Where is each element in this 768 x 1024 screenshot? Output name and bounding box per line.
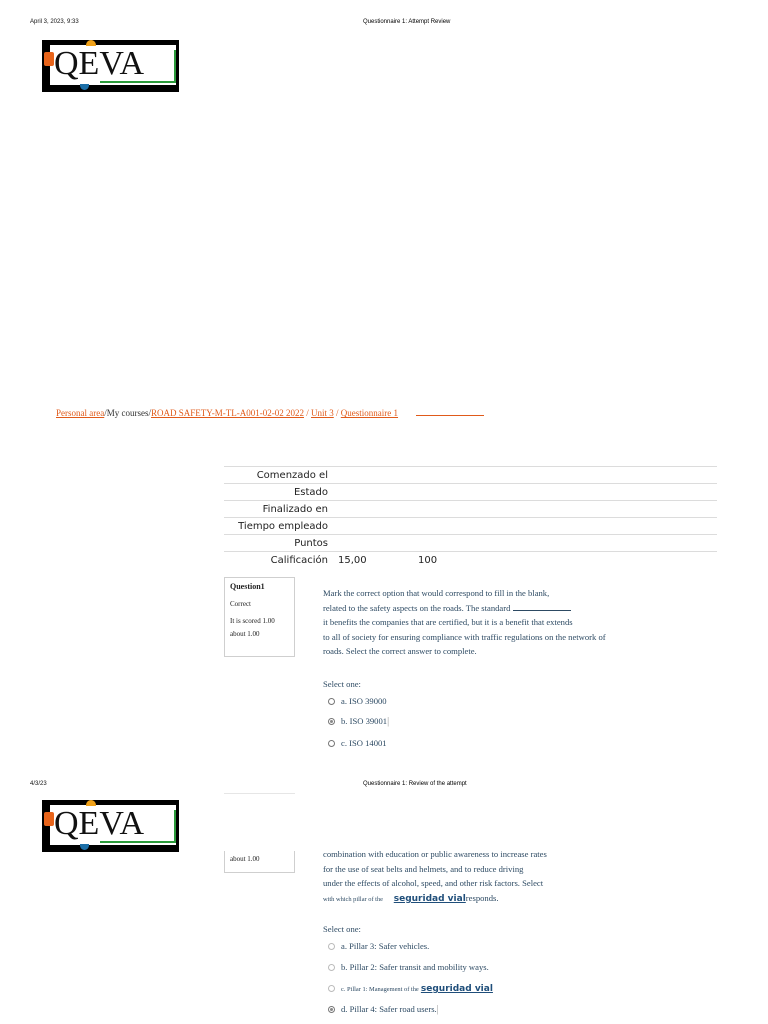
breadcrumb [56, 408, 484, 418]
seguridad-vial-link[interactable]: seguridad vial [393, 893, 466, 904]
qeva-logo [42, 40, 179, 92]
question-text [323, 847, 547, 907]
radio-button[interactable] [328, 740, 335, 747]
breadcrumb-course[interactable]: ROAD SAFETY-M-TL-A001-02-02 2022 [151, 408, 304, 418]
qeva-logo [42, 800, 179, 852]
summary-extra [418, 535, 717, 552]
breadcrumb-sep: /My [104, 408, 122, 418]
select-one-label: Select one: [323, 679, 361, 689]
print-date: April 3, 2023, 9:33 [30, 19, 79, 25]
answer-option-b[interactable]: b. ISO 39001| [328, 716, 389, 727]
answer-option-c[interactable]: c. ISO 14001 [328, 738, 387, 748]
radio-button-selected[interactable] [328, 718, 335, 725]
breadcrumb-unit[interactable]: Unit 3 [311, 408, 334, 418]
summary-label: Finalizado en [224, 501, 334, 518]
question-text-line: Mark the correct option that would correspond to fill in the blank, [323, 588, 550, 598]
select-one-label: Select one: [323, 924, 361, 934]
radio-button[interactable] [328, 964, 335, 971]
summary-row [224, 535, 717, 552]
summary-value [334, 501, 418, 518]
question-box-top [224, 793, 295, 794]
attempt-summary-table [224, 466, 717, 568]
question-text-line: combination with education or public awareness to increase rates [323, 849, 547, 859]
answer-option-a[interactable]: a. Pillar 3: Safer vehicles. [328, 941, 429, 951]
question-text-line: under the effects of alcohol, speed, and other risk factors. Select [323, 878, 544, 889]
breadcrumb-sep: / [304, 408, 312, 418]
seguridad-vial-link[interactable]: seguridad vial [420, 984, 493, 994]
summary-label: Comenzado el [224, 467, 334, 484]
question-info-box [224, 577, 295, 657]
summary-extra [418, 484, 717, 501]
question-text-line: related to the safety aspects on the roads. The standard [323, 601, 606, 616]
radio-button[interactable] [328, 943, 335, 950]
summary-value: 15,00 [334, 552, 418, 569]
summary-label: Calificación [224, 552, 334, 569]
question-text-line: for the use of seat belts and helmets, and to reduce driving [323, 863, 524, 874]
summary-row [224, 552, 717, 569]
question-max-score: about 1.00 [230, 630, 260, 638]
breadcrumb-sep: / [333, 408, 341, 418]
question-text-line: with which pillar of the seguridad vialresponds. [323, 892, 499, 904]
question-status: Correct [230, 600, 251, 608]
radio-button[interactable] [328, 698, 335, 705]
breadcrumb-personal-area[interactable]: Personal area [56, 408, 105, 418]
radio-button[interactable] [328, 985, 335, 992]
breadcrumb-courses[interactable]: courses/ [121, 408, 151, 418]
question-text [323, 586, 606, 659]
logo-text: QEVA [54, 805, 145, 842]
summary-row [224, 484, 717, 501]
breadcrumb-blank [416, 415, 484, 416]
summary-row [224, 467, 717, 484]
answer-option-a[interactable]: a. ISO 39000 [328, 696, 387, 706]
summary-label: Puntos [224, 535, 334, 552]
question-number: Question1 [230, 582, 265, 591]
answer-option-c[interactable]: c. Pillar 1: Management of the seguridad vial [328, 983, 493, 994]
print-title: Questionnaire 1: Review of the attempt [363, 781, 467, 787]
question-text-line: to all of society for ensuring compliance with traffic regulations on the network of [323, 631, 606, 642]
summary-label: Estado [224, 484, 334, 501]
summary-label: Tiempo empleado [224, 518, 334, 535]
summary-value [334, 518, 418, 535]
summary-row [224, 501, 717, 518]
question-max-score: about 1.00 [230, 855, 260, 863]
summary-extra [418, 501, 717, 518]
summary-value [334, 535, 418, 552]
summary-value [334, 484, 418, 501]
print-title: Questionnaire 1: Attempt Review [363, 19, 451, 25]
question-text-line: it benefits the companies that are certified, but it is a benefit that extends [323, 617, 573, 628]
answer-option-d[interactable]: d. Pillar 4: Safer road users.| [328, 1004, 439, 1015]
summary-row [224, 518, 717, 535]
answer-option-b[interactable]: b. Pillar 2: Safer transit and mobility ways. [328, 962, 489, 972]
logo-text: QEVA [54, 45, 145, 82]
summary-extra [418, 518, 717, 535]
summary-value [334, 467, 418, 484]
summary-extra [418, 467, 717, 484]
question-text-line: roads. Select the correct answer to complete. [323, 646, 477, 657]
radio-button-selected[interactable] [328, 1006, 335, 1013]
print-date: 4/3/23 [30, 781, 47, 787]
question-score: It is scored 1.00 [230, 617, 275, 625]
breadcrumb-quiz[interactable]: Questionnaire 1 [340, 408, 399, 418]
summary-extra: 100 [418, 552, 717, 569]
question-info-box [224, 851, 295, 873]
